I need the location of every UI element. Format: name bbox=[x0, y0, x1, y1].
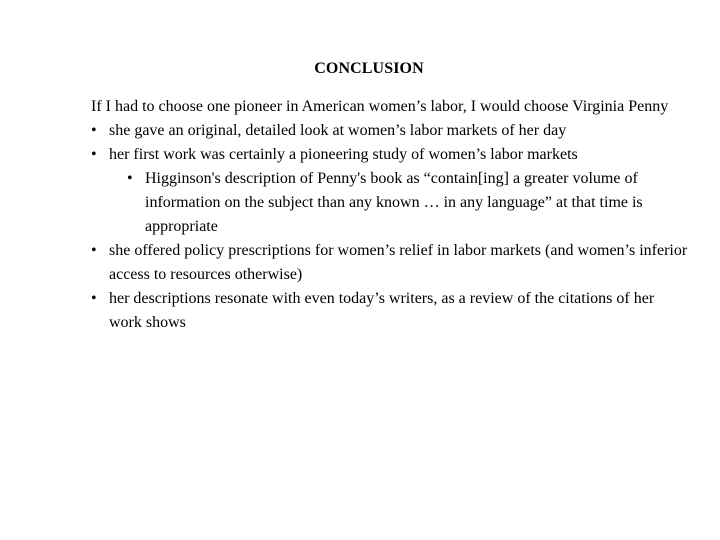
bullet-item bbox=[91, 287, 691, 335]
bullet-icon: • bbox=[91, 146, 97, 163]
bullet-item bbox=[91, 119, 691, 143]
bullet-text: her first work was certainly a pioneering study of women’s labor markets bbox=[109, 146, 578, 163]
bullet-text: she gave an original, detailed look at women’s labor markets of her day bbox=[109, 122, 567, 139]
bullet-text: she offered policy prescriptions for women’s relief in labor markets (and women’s inferior access to resources otherwise) bbox=[109, 242, 688, 283]
sub-bullet-list bbox=[91, 167, 691, 239]
bullet-item bbox=[91, 239, 691, 287]
slide-content bbox=[91, 95, 691, 335]
sub-bullet-icon: • bbox=[127, 170, 133, 187]
bullet-list bbox=[91, 119, 691, 167]
slide-title: CONCLUSION bbox=[314, 60, 424, 77]
bullet-item bbox=[91, 143, 691, 167]
sub-bullet-text: Higginson's description of Penny's book as “contain[ing] a greater volume of information on the subject than any known … in any language” at that time is appropriate bbox=[145, 170, 643, 235]
sub-bullet-item bbox=[91, 167, 691, 239]
bullet-icon: • bbox=[91, 122, 97, 139]
intro-text: If I had to choose one pioneer in American women’s labor, I would choose Virginia Penny bbox=[91, 98, 669, 115]
bullet-text: her descriptions resonate with even today’s writers, as a review of the citations of her work shows bbox=[109, 290, 655, 331]
bullet-list-continued bbox=[91, 239, 691, 335]
bullet-icon: • bbox=[91, 290, 97, 307]
bullet-icon: • bbox=[91, 242, 97, 259]
